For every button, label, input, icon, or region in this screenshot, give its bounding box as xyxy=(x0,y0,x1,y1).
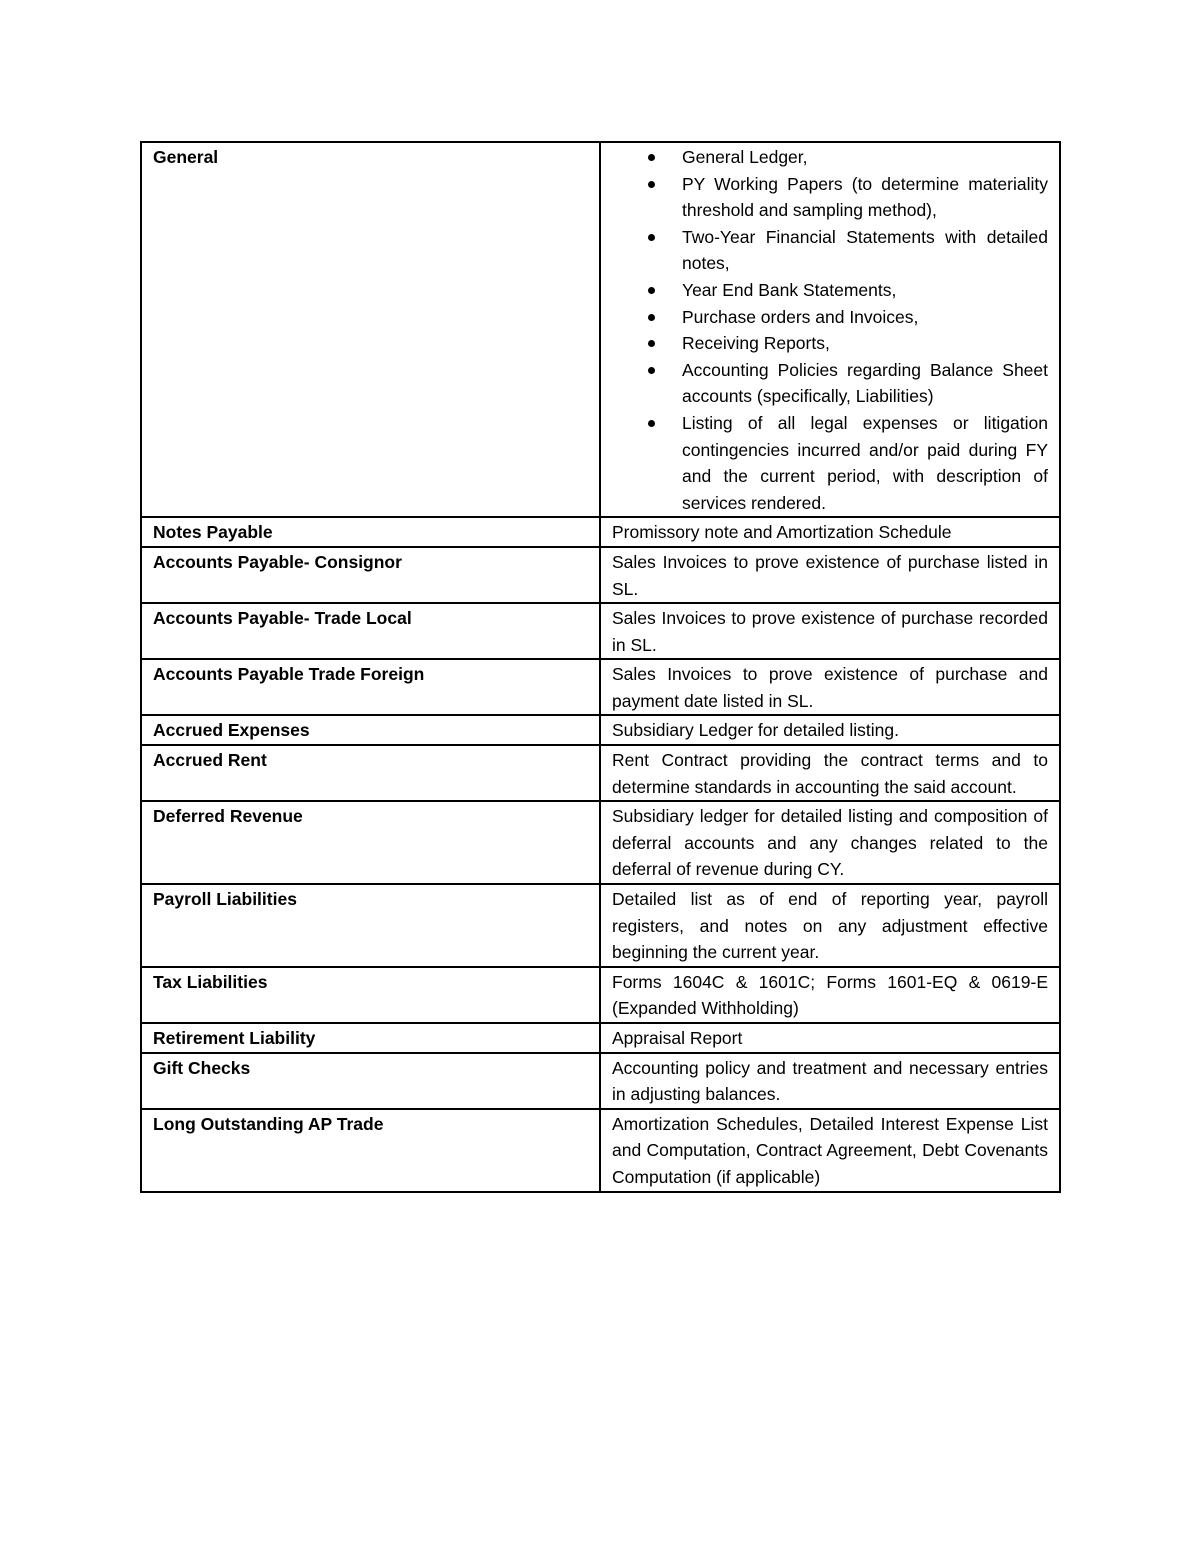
list-item xyxy=(612,171,1048,224)
list-item xyxy=(612,304,1048,331)
bullet-icon xyxy=(648,340,655,347)
list-item xyxy=(612,224,1048,277)
document-description: Sales Invoices to prove existence of purchase recorded in SL. xyxy=(600,603,1060,659)
document-description: Subsidiary Ledger for detailed listing. xyxy=(600,715,1060,745)
document-list-cell xyxy=(600,142,1060,517)
table-row xyxy=(141,967,1060,1023)
table-row xyxy=(141,1053,1060,1109)
document-bullet-list xyxy=(612,144,1048,516)
document-description: Sales Invoices to prove existence of purchase and payment date listed in SL. xyxy=(600,659,1060,715)
document-description: Accounting policy and treatment and necessary entries in adjusting balances. xyxy=(600,1053,1060,1109)
account-label: Payroll Liabilities xyxy=(141,884,600,967)
list-item xyxy=(612,357,1048,410)
list-item xyxy=(612,144,1048,171)
account-label: Retirement Liability xyxy=(141,1023,600,1053)
account-label: Accrued Expenses xyxy=(141,715,600,745)
document-description: Promissory note and Amortization Schedule xyxy=(600,517,1060,547)
requirements-table xyxy=(140,141,1061,1193)
table-row xyxy=(141,659,1060,715)
list-item-text: Purchase orders and Invoices, xyxy=(682,306,919,327)
bullet-icon xyxy=(648,287,655,294)
list-item-text: Accounting Policies regarding Balance Sheet accounts (specifically, Liabilities) xyxy=(682,359,1048,407)
document-description: Appraisal Report xyxy=(600,1023,1060,1053)
list-item-text: Two-Year Financial Statements with detailed notes, xyxy=(682,226,1048,274)
list-item-text: Listing of all legal expenses or litigation contingencies incurred and/or paid during FY and the current period, with description of services rendered. xyxy=(682,412,1048,513)
account-label: Notes Payable xyxy=(141,517,600,547)
list-item xyxy=(612,410,1048,516)
table-row xyxy=(141,517,1060,547)
bullet-icon xyxy=(648,420,655,427)
account-label: Long Outstanding AP Trade xyxy=(141,1109,600,1192)
table-row xyxy=(141,745,1060,801)
document-description: Sales Invoices to prove existence of purchase listed in SL. xyxy=(600,547,1060,603)
document-description: Subsidiary ledger for detailed listing and composition of deferral accounts and any changes related to the deferral of revenue during CY. xyxy=(600,801,1060,884)
bullet-icon xyxy=(648,367,655,374)
table-row-general xyxy=(141,142,1060,517)
table-row xyxy=(141,884,1060,967)
account-label: Deferred Revenue xyxy=(141,801,600,884)
document-page xyxy=(140,141,1059,1193)
account-label: General xyxy=(141,142,600,517)
list-item-text: Year End Bank Statements, xyxy=(682,279,897,300)
list-item xyxy=(612,330,1048,357)
account-label: Accounts Payable- Trade Local xyxy=(141,603,600,659)
list-item-text: Receiving Reports, xyxy=(682,333,830,354)
document-description: Amortization Schedules, Detailed Interest Expense List and Computation, Contract Agreement, Debt Covenants Computation (if applicable) xyxy=(600,1109,1060,1192)
table-row xyxy=(141,547,1060,603)
table-row xyxy=(141,801,1060,884)
account-label: Accounts Payable- Consignor xyxy=(141,547,600,603)
account-label: Accounts Payable Trade Foreign xyxy=(141,659,600,715)
list-item-text: General Ledger, xyxy=(682,147,808,167)
table-row xyxy=(141,1023,1060,1053)
document-description: Rent Contract providing the contract terms and to determine standards in accounting the said account. xyxy=(600,745,1060,801)
account-label: Gift Checks xyxy=(141,1053,600,1109)
bullet-icon xyxy=(648,314,655,321)
list-item-text: PY Working Papers (to determine materiality threshold and sampling method), xyxy=(682,173,1048,221)
table-row xyxy=(141,1109,1060,1192)
document-description: Forms 1604C & 1601C; Forms 1601-EQ & 0619-E (Expanded Withholding) xyxy=(600,967,1060,1023)
bullet-icon xyxy=(648,154,655,161)
table-row xyxy=(141,603,1060,659)
bullet-icon xyxy=(648,181,655,188)
bullet-icon xyxy=(648,234,655,241)
account-label: Tax Liabilities xyxy=(141,967,600,1023)
document-description: Detailed list as of end of reporting year, payroll registers, and notes on any adjustment effective beginning the current year. xyxy=(600,884,1060,967)
table-row xyxy=(141,715,1060,745)
account-label: Accrued Rent xyxy=(141,745,600,801)
list-item xyxy=(612,277,1048,304)
